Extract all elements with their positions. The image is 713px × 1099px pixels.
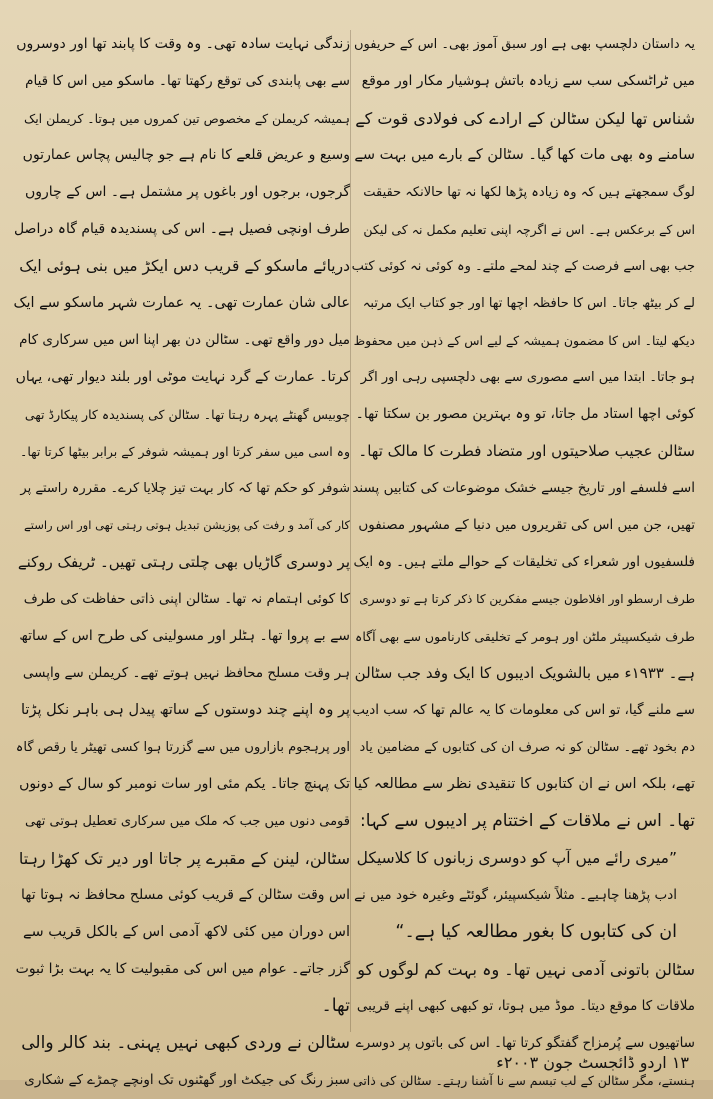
text-line: اس وقت سٹالن کے قریب کوئی مسلح محافظ نہ ہوتا تھا [21,887,350,903]
text-line: تھے، بلکہ اس نے ان کتابوں کا تنقیدی نظر سے مطالعہ کیا [353,776,695,792]
text-line: گزر جاتے۔ عوام میں اس کی مقبولیت کا یہ بہت بڑا ثبوت [15,961,350,977]
text-line: سٹالن عجیب صلاحیتوں اور متضاد فطرت کا مالک تھا۔ [358,442,695,460]
text-line: تھا۔ اس نے ملاقات کے اختتام پر ادیبوں سے کہا: [359,811,695,831]
left-text-column [13,26,350,1088]
text-line: سے ملنے گیا، تو اس کی معلومات کا یہ عالم تھا کہ سب ادیب [352,702,695,718]
text-line: سامنے وہ بھی مات کھا گیا۔ سٹالن کے بارے میں بہت سے [354,147,695,163]
text-line: تھیں، جن میں اس کی تقریروں میں دنیا کے مشہور مصنفوں [358,517,695,533]
text-line: اس کے برعکس ہے۔ اس نے اگرچہ اپنی تعلیم مکمل نہ کی لیکن [363,222,695,237]
text-line: طرف ارسطو اور افلاطون جیسے مفکرین کا ذکر کرتا ہے تو دوسری [359,592,695,606]
text-line: فلسفیوں اور شعراء کی تخلیقات کے حوالے ملتے ہیں۔ وہ ایک [353,554,695,570]
text-line: لوگ سمجھتے ہیں کہ وہ زیادہ پڑھا لکھا نہ تھا حالانکہ حقیقت [363,185,695,200]
text-line: ساتھیوں سے پُرمزاح گفتگو کرتا تھا۔ اس کی باتوں پر دوسرے [355,1035,695,1051]
text-line: ادب پڑھنا چاہیے۔ مثلاً شیکسپیئر، گوئٹے وغیرہ خود میں نے [354,887,677,903]
text-line: ہمیشہ کریملن کے مخصوص تین کمروں میں ہوتا۔ کریملن ایک [24,111,350,126]
text-line: شوفر کو حکم تھا کہ کار بہت تیز چلایا کرے۔ مقررہ راستے پر [20,481,350,496]
text-line: عالی شان عمارت تھی۔ یہ عمارت شہر ماسکو سے ایک [13,295,350,311]
text-line: یہ داستان دلچسپ بھی ہے اور سبق آموز بھی۔ اس کے حریفوں [353,37,695,52]
text-line: ہر وقت مسلح محافظ نہیں ہوتے تھے۔ کریملن سے واپسی [22,665,350,681]
text-line: پر وہ اپنے چند دوستوں کے ساتھ پیدل ہی باہر نکل پڑتا [20,702,350,718]
text-line: وہ اسی میں سفر کرتا اور ہمیشہ شوفر کے برابر بیٹھا کرتا تھا۔ [20,444,350,459]
text-line: ”میری رائے میں آپ کو دوسری زبانوں کا کلاسیکل [356,849,677,867]
text-line: طرف شیکسپیئر ملٹن اور ہومر کے تخلیقی کارناموں سے بھی آگاہ [355,629,695,644]
text-line: سبز رنگ کی جیکٹ اور گھٹنوں تک اونچے چمڑے کے شکاری [24,1072,350,1088]
text-line: میں ٹراٹسکی سب سے زیادہ باتش ہوشیار مکار اور موقع [361,73,695,89]
text-line: دریائے ماسکو کے قریب دس ایکڑ میں بنی ہوئی ایک [19,257,350,275]
text-line: سٹالن باتونی آدمی نہیں تھا۔ وہ بہت کم لوگوں کو [357,960,695,979]
text-line: دم بخود تھے۔ سٹالن کو نہ صرف ان کی کتابوں کے مضامین یاد [359,740,695,755]
text-line: قومی دنوں میں جب کہ ملک میں سرکاری تعطیل ہوتی تھی [24,814,350,829]
text-line: کا کوئی اہتمام نہ تھا۔ سٹالن اپنی ذاتی حفاظت کی طرف [23,591,350,607]
text-line: سٹالن، لینن کے مقبرے پر جاتا اور دیر تک کھڑا رہتا [18,849,350,868]
text-line: ہے۔ ۱۹۳۳ء میں بالشویک ادیبوں کا ایک وفد جب سٹالن [354,664,695,682]
text-line: اسے فلسفے اور تاریخ جیسے خشک موضوعات کی کتابیں پسند [352,480,695,496]
text-line: سے بھی پابندی کی توقع رکھتا تھا۔ ماسکو میں اس کا قیام [25,73,350,89]
page-footer: ۱۳ اردو ڈائجسٹ جون ۲۰۰۳ء [496,1053,689,1072]
text-line: سے بے پروا تھا۔ ہٹلر اور مسولینی کی طرح اس کے ساتھ [19,628,350,644]
text-line: دیکھ لیتا۔ اس کا مضمون ہمیشہ کے لیے اس کے ذہن میں محفوظ [353,333,695,348]
text-line: کرتا۔ عمارت کے گرد نہایت موٹی اور بلند دیوار تھی، یہاں [15,369,350,385]
text-line: سٹالن نے وردی کبھی نہیں پہنی۔ بند کالر والی [21,1033,350,1053]
text-line: طرف اونچی فصیل ہے۔ اس کی پسندیدہ قیام گاہ دراصل [13,221,350,237]
text-line: تھا۔ [321,996,350,1016]
text-line: شناس تھا لیکن سٹالن کے ارادے کی فولادی قوت کے [355,109,695,128]
text-line: گرجوں، برجوں اور باغوں پر مشتمل ہے۔ اس کے چاروں [24,184,350,200]
text-line: میل دور واقع تھی۔ سٹالن دن بھر اپنا اس میں سرکاری کام [19,332,350,348]
text-line: ہو جاتا۔ ابتدا میں اسے مصوری سے بھی دلچسپی رہی اور اگر [360,370,695,385]
text-line: چوبیس گھنٹے پہرہ رہتا تھا۔ سٹالن کی پسندیدہ کار پیکارڈ تھی [24,407,350,422]
text-line: اور پرہجوم بازاروں میں سے گزرتا ہوا کسی تھیٹر یا رقص گاہ [15,740,350,755]
text-line: پر دوسری گاڑیاں بھی چلتی رہتی تھیں۔ ٹریفک روکنے [17,553,350,571]
text-line: تک پہنچ جاتا۔ یکم مئی اور سات نومبر کو سال کے دونوں [19,776,350,792]
text-line: ان کی کتابوں کا بغور مطالعہ کیا ہے۔“ [395,922,677,942]
text-line: اس دوران میں کئی لاکھ آدمی اس کے بالکل قریب سے [22,924,350,940]
text-line: وسیع و عریض قلعے کا نام ہے جو چالیس پچاس عمارتوں [22,147,350,163]
text-line: زندگی نہایت سادہ تھی۔ وہ وقت کا پابند تھا اور دوسروں [16,36,350,52]
text-line: ملاقات کا موقع دیتا۔ موڈ میں ہوتا، تو کبھی کبھی اپنے قریبی [356,998,695,1014]
text-line: کار کی آمد و رفت کی پوزیشن تبدیل ہوتی رہتی تھی اور اس راستے [23,518,350,532]
text-line: لے کر بیٹھ جاتا۔ اس کا حافظہ اچھا تھا اور جو کتاب ایک مرتبہ [362,296,695,311]
column-divider [350,30,351,1032]
text-line: جب بھی اسے فرصت کے چند لمحے ملتے۔ وہ کوئی نہ کوئی کتب [351,259,695,274]
text-line: ہنستے، مگر سٹالن کے لب تبسم سے نا آشنا رہتے۔ سٹالن کی ذاتی [352,1073,695,1088]
text-line: کوئی اچھا استاد مل جاتا، تو وہ بہترین مصور بن سکتا تھا۔ [355,406,695,422]
